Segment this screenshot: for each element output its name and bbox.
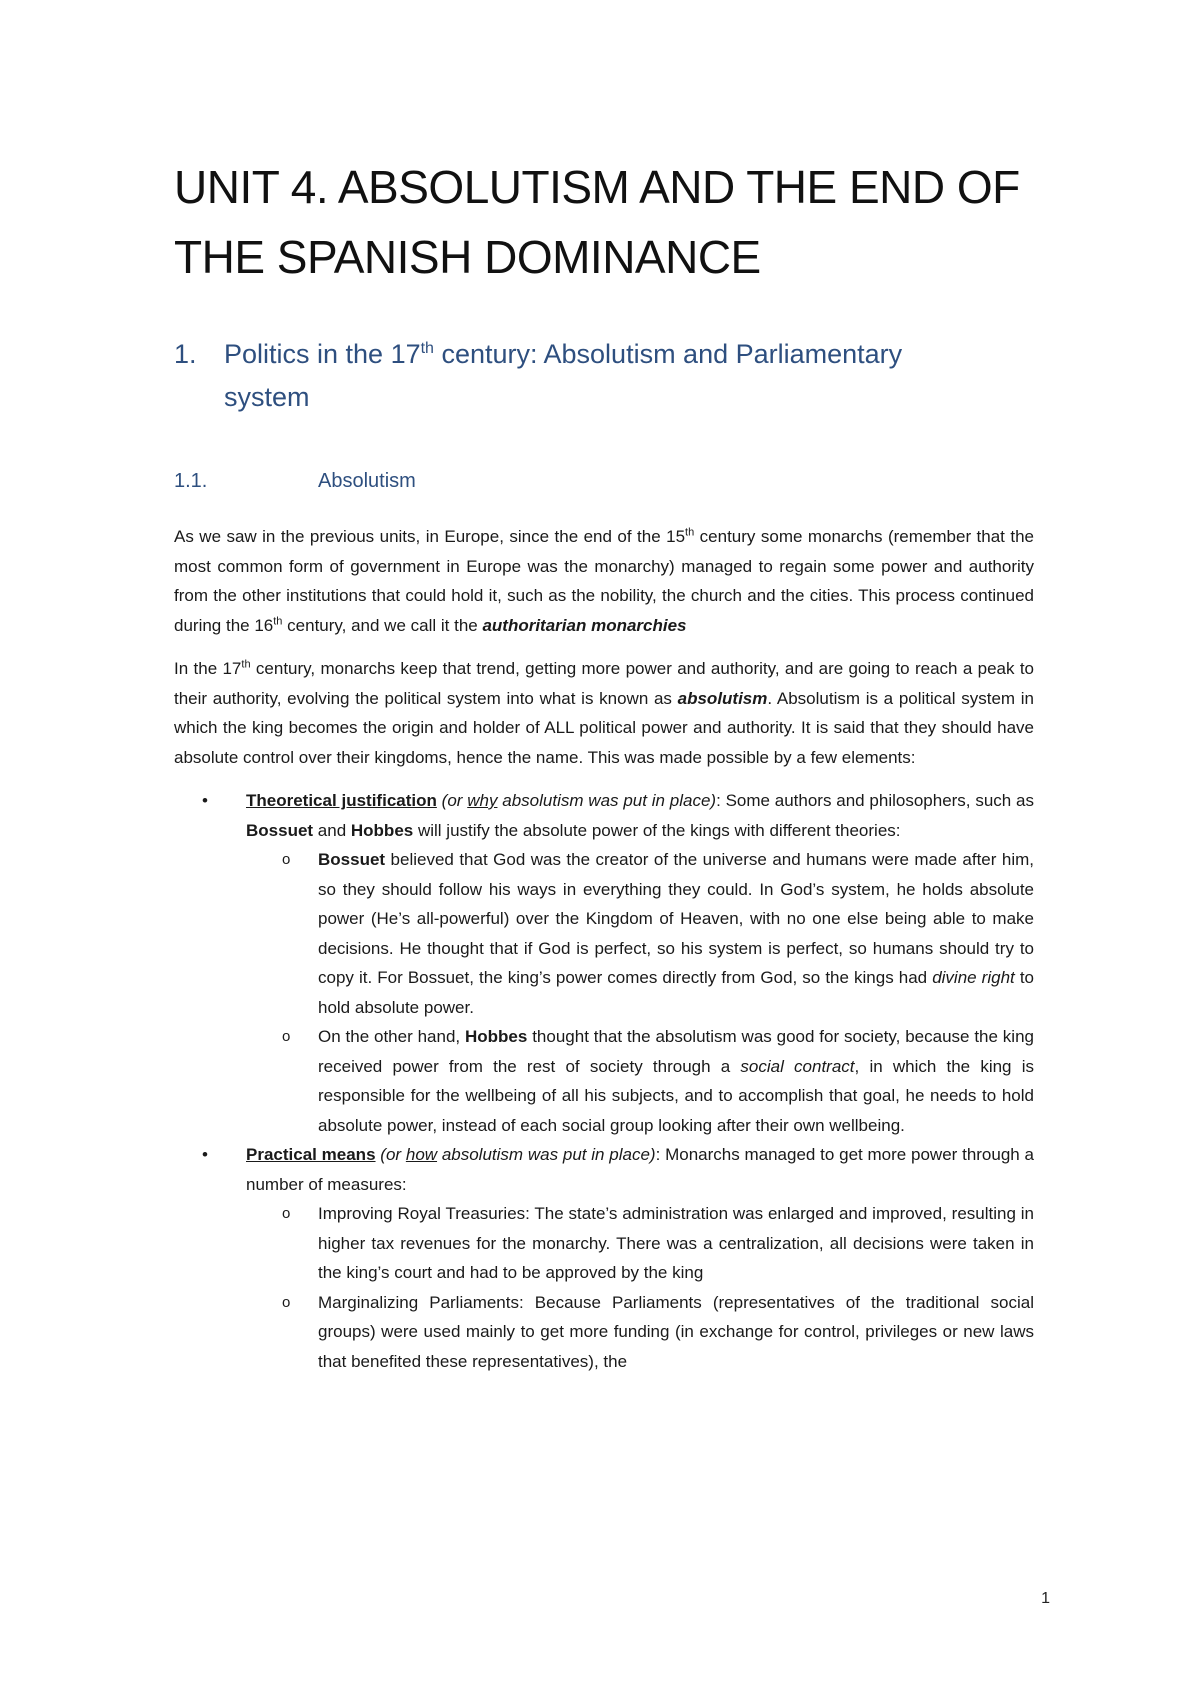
p1-sup-2: th [273,614,283,627]
section-title-part-a: Politics in the 17 [224,339,421,369]
sub-list-measures [246,1199,1034,1376]
bullet-1-why: why [467,791,498,810]
bullet-1-tail: will justify the absolute power of the kings with different theories: [413,820,901,840]
sub2-name: Hobbes [465,1027,528,1046]
sub-bullet-bossuet [246,845,1034,1022]
bullet-1-label: Theoretical justification [246,791,437,810]
name-hobbes: Hobbes [350,820,414,840]
p2-text-b: century, monarchs keep that trend, getting more power and authority, and are going to reach a peak to their authority, evolving the political system into what is known as [174,659,1034,708]
paragraph-2 [174,654,1034,772]
circle-bullet-icon: o [282,1293,291,1311]
bullet-list [174,786,1034,1376]
bullet-1-rest: : Some authors and philosophers, such as [716,791,1034,810]
sub3-text: Improving Royal Treasuries: The state’s administration was enlarged and improved, resulting in higher tax revenues for the monarchy. There was a centralization, all decisions were taken in the king’s court and had to be approved by the king [318,1204,1034,1282]
bullet-2-rest: : Monarchs managed to get more power through a number of measures: [246,1145,1034,1194]
bullet-2-paren-a: (or [375,1145,406,1164]
term-absolutism: absolutism [677,688,768,708]
section-heading [174,333,1034,419]
sub1-name: Bossuet [318,850,386,869]
term-divine-right: divine right [932,968,1015,987]
subsection-number: 1.1. [174,470,208,492]
p1-text-a: As we saw in the previous units, in Europe, since the end of the 15 [174,527,686,546]
circle-bullet-icon: o [282,851,291,868]
sub-bullet-royal-treasuries [246,1199,1034,1288]
section-title-sup: th [420,340,434,357]
sub2-text-b: thought that the absolutism was good for society, because the king received power from the rest of society through a [318,1027,1034,1076]
paragraph-1 [174,522,1034,640]
bullet-icon: • [202,1145,208,1164]
sub-list-theories [246,845,1034,1140]
section-number: 1. [174,339,197,369]
bullet-1-paren-a: (or [436,791,468,810]
p2-sup: th [241,658,251,671]
circle-bullet-icon: o [282,1205,291,1222]
page-number: 1 [1041,1590,1050,1607]
bullet-2-paren-b: absolutism was put in place) [437,1145,656,1164]
term-social-contract: social contract [740,1056,855,1076]
sub2-text-c: , in which the king is responsible for the wellbeing of all his subjects, and to accomplish that goal, he needs to hold absolute power, instead of each social group looking after their own wellbeing. [318,1056,1034,1135]
bullet-2-label: Practical means [246,1145,376,1164]
document-title: UNIT 4. ABSOLUTISM AND THE END OF THE SPANISH DOMINANCE [174,161,1020,283]
sub1-text-a: believed that God was the creator of the universe and humans were made after him, so they should follow his ways in everything they could. In God’s system, he holds absolute power (He’s all-powerful) over the Kingdom of Heaven, with no one else being able to make decisions. He thought that if God is perfect, so his system is perfect, so humans should try to copy it. For Bossuet, the king’s power comes directly from God, so the kings had [318,850,1034,987]
section-title-part-b: century: Absolutism and Parliamentary [433,339,903,369]
sub2-text-a: On the other hand, [318,1027,465,1046]
bullet-theoretical-justification [174,786,1034,1140]
subsection-heading [174,466,1034,496]
p1-text-c: century, and we call it the [282,615,483,635]
p2-text-a: In the 17 [174,659,242,678]
sub1-text-b: to hold absolute power. [318,968,1035,1017]
bullet-2-how: how [405,1145,438,1164]
bullet-1-and: and [313,820,351,840]
sub-bullet-marginalizing-parliaments [246,1288,1034,1377]
name-bossuet: Bossuet [246,820,314,840]
section-title-part-c: system [224,382,310,412]
bullet-1-paren-b: absolutism was put in place) [497,791,717,810]
bullet-icon: • [202,791,208,810]
body-text [174,522,1034,1376]
p1-sup-1: th [685,526,695,539]
sub4-text: Marginalizing Parliaments: Because Parliaments (representatives of the traditional social groups) were used mainly to get more funding (in exchange for control, privileges or new laws that benefited these representatives), the [318,1292,1034,1371]
bullet-practical-means [174,1140,1034,1376]
sub-bullet-hobbes [246,1022,1034,1140]
term-authoritarian-monarchies: authoritarian monarchies [482,615,687,635]
p2-text-c: . Absolutism is a political system in which the king becomes the origin and holder of ALL political power and authority. It is said that they should have absolute control over their kingdoms, hence the name. This was made possible by a few elements: [174,688,1034,767]
circle-bullet-icon: o [282,1028,291,1045]
p1-text-b: century some monarchs (remember that the most common form of government in Europe was the monarchy) managed to regain some power and authority from the other institutions that could hold it, such as the nobility, the church and the cities. This process continued during the 16 [174,527,1034,635]
subsection-title: Absolutism [318,470,416,492]
